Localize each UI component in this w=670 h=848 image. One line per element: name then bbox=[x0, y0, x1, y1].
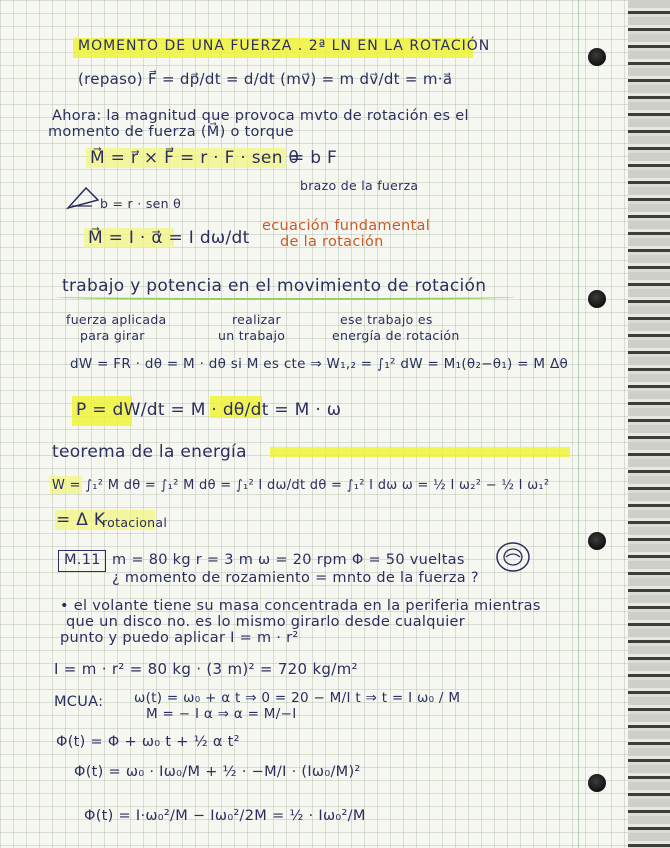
mcua-line-2: M = − I α ⇒ α = M/−I bbox=[146, 706, 297, 722]
volante-line-1: • el volante tiene su masa concentrada en la periferia mientras bbox=[60, 598, 541, 614]
ec-fundamental-equation: M⃗ = I · α⃗ = I dω/dt bbox=[88, 228, 250, 248]
mcua-label: MCUA: bbox=[54, 694, 104, 710]
ahora-line-2: momento de fuerza (M⃗) o torque bbox=[48, 124, 294, 140]
dw-line: dW = FR · dθ = M · dθ si M es cte ⇒ W₁,₂ = ∫₁² dW = M₁(θ₂−θ₁) = M Δθ bbox=[70, 356, 569, 372]
phi-t-1: Φ(t) = Φ + ω₀ t + ½ α t² bbox=[56, 734, 240, 750]
volante-sketch bbox=[494, 540, 532, 574]
volante-line-3: punto y puedo aplicar I = m · r² bbox=[60, 630, 299, 646]
ese-trabajo-1: ese trabajo es bbox=[340, 312, 433, 327]
brazo-label: brazo de la fuerza bbox=[300, 178, 419, 193]
punch-hole bbox=[588, 48, 606, 66]
fuerza-aplicada-1: fuerza aplicada bbox=[66, 312, 167, 327]
teorema-equation: W = ∫₁² M dθ = ∫₁² M dθ = ∫₁² I dω/dt dθ = ∫₁² I dω ω = ½ I ω₂² − ½ I ω₁² bbox=[52, 478, 550, 493]
phi-t-2: Φ(t) = ω₀ · Iω₀/M + ½ · −M/I · (Iω₀/M)² bbox=[74, 764, 361, 780]
punch-hole bbox=[588, 290, 606, 308]
momento-definition: M⃗ = r⃗ × F⃗ = r · F · sen θ bbox=[90, 148, 300, 168]
inercia-calc: I = m · r² = 80 kg · (3 m)² = 720 kg/m² bbox=[54, 660, 358, 678]
delta-k: = Δ K bbox=[56, 510, 106, 530]
teorema-title: teorema de la energía bbox=[52, 442, 247, 462]
exercise-data: m = 80 kg r = 3 m ω = 20 rpm Φ = 50 vueltas bbox=[112, 552, 465, 568]
ec-fundamental-label-1: ecuación fundamental bbox=[262, 218, 431, 234]
momento-b: = b F bbox=[290, 148, 338, 168]
trabajo-title: trabajo y potencia en el movimiento de rotación bbox=[62, 276, 487, 296]
notebook-spiral bbox=[628, 0, 670, 848]
ec-fundamental-label-2: de la rotación bbox=[280, 234, 384, 250]
fuerza-aplicada-2: para girar bbox=[80, 328, 145, 343]
rotacional-label: rotacional bbox=[102, 515, 168, 530]
potencia-line: P = dW/dt = M · dθ/dt = M · ω bbox=[76, 400, 342, 420]
exercise-question: ¿ momento de rozamiento = mnto de la fuerza ? bbox=[112, 570, 479, 586]
punch-hole bbox=[588, 774, 606, 792]
volante-line-2: que un disco no. es lo mismo girarlo desde cualquier bbox=[66, 614, 466, 630]
margin-line bbox=[578, 0, 579, 848]
teorema-highlight bbox=[270, 447, 570, 457]
trabajo-underline bbox=[55, 292, 515, 300]
realizar-2: un trabajo bbox=[218, 328, 286, 343]
repaso-line: (repaso) F⃗ = dp⃗/dt = d/dt (mv⃗) = m dv⃗/dt = m·a⃗ bbox=[78, 70, 453, 88]
punch-hole bbox=[588, 532, 606, 550]
realizar-1: realizar bbox=[232, 312, 281, 327]
brazo-sketch bbox=[64, 180, 104, 214]
ahora-line-1: Ahora: la magnitud que provoca mvto de rotación es el bbox=[52, 108, 469, 124]
mcua-line-1: ω(t) = ω₀ + α t ⇒ 0 = 20 − M/I t ⇒ t = I ω₀ / M bbox=[134, 690, 461, 706]
phi-t-3: Φ(t) = I·ω₀²/M − Iω₀²/2M = ½ · Iω₀²/M bbox=[84, 808, 366, 824]
page-title: MOMENTO DE UNA FUERZA . 2ª LN EN LA ROTACIÓN bbox=[78, 38, 491, 54]
exercise-label: M.11 bbox=[64, 552, 101, 568]
b-sen-theta: b = r · sen θ bbox=[100, 196, 182, 211]
ese-trabajo-2: energía de rotación bbox=[332, 328, 460, 343]
